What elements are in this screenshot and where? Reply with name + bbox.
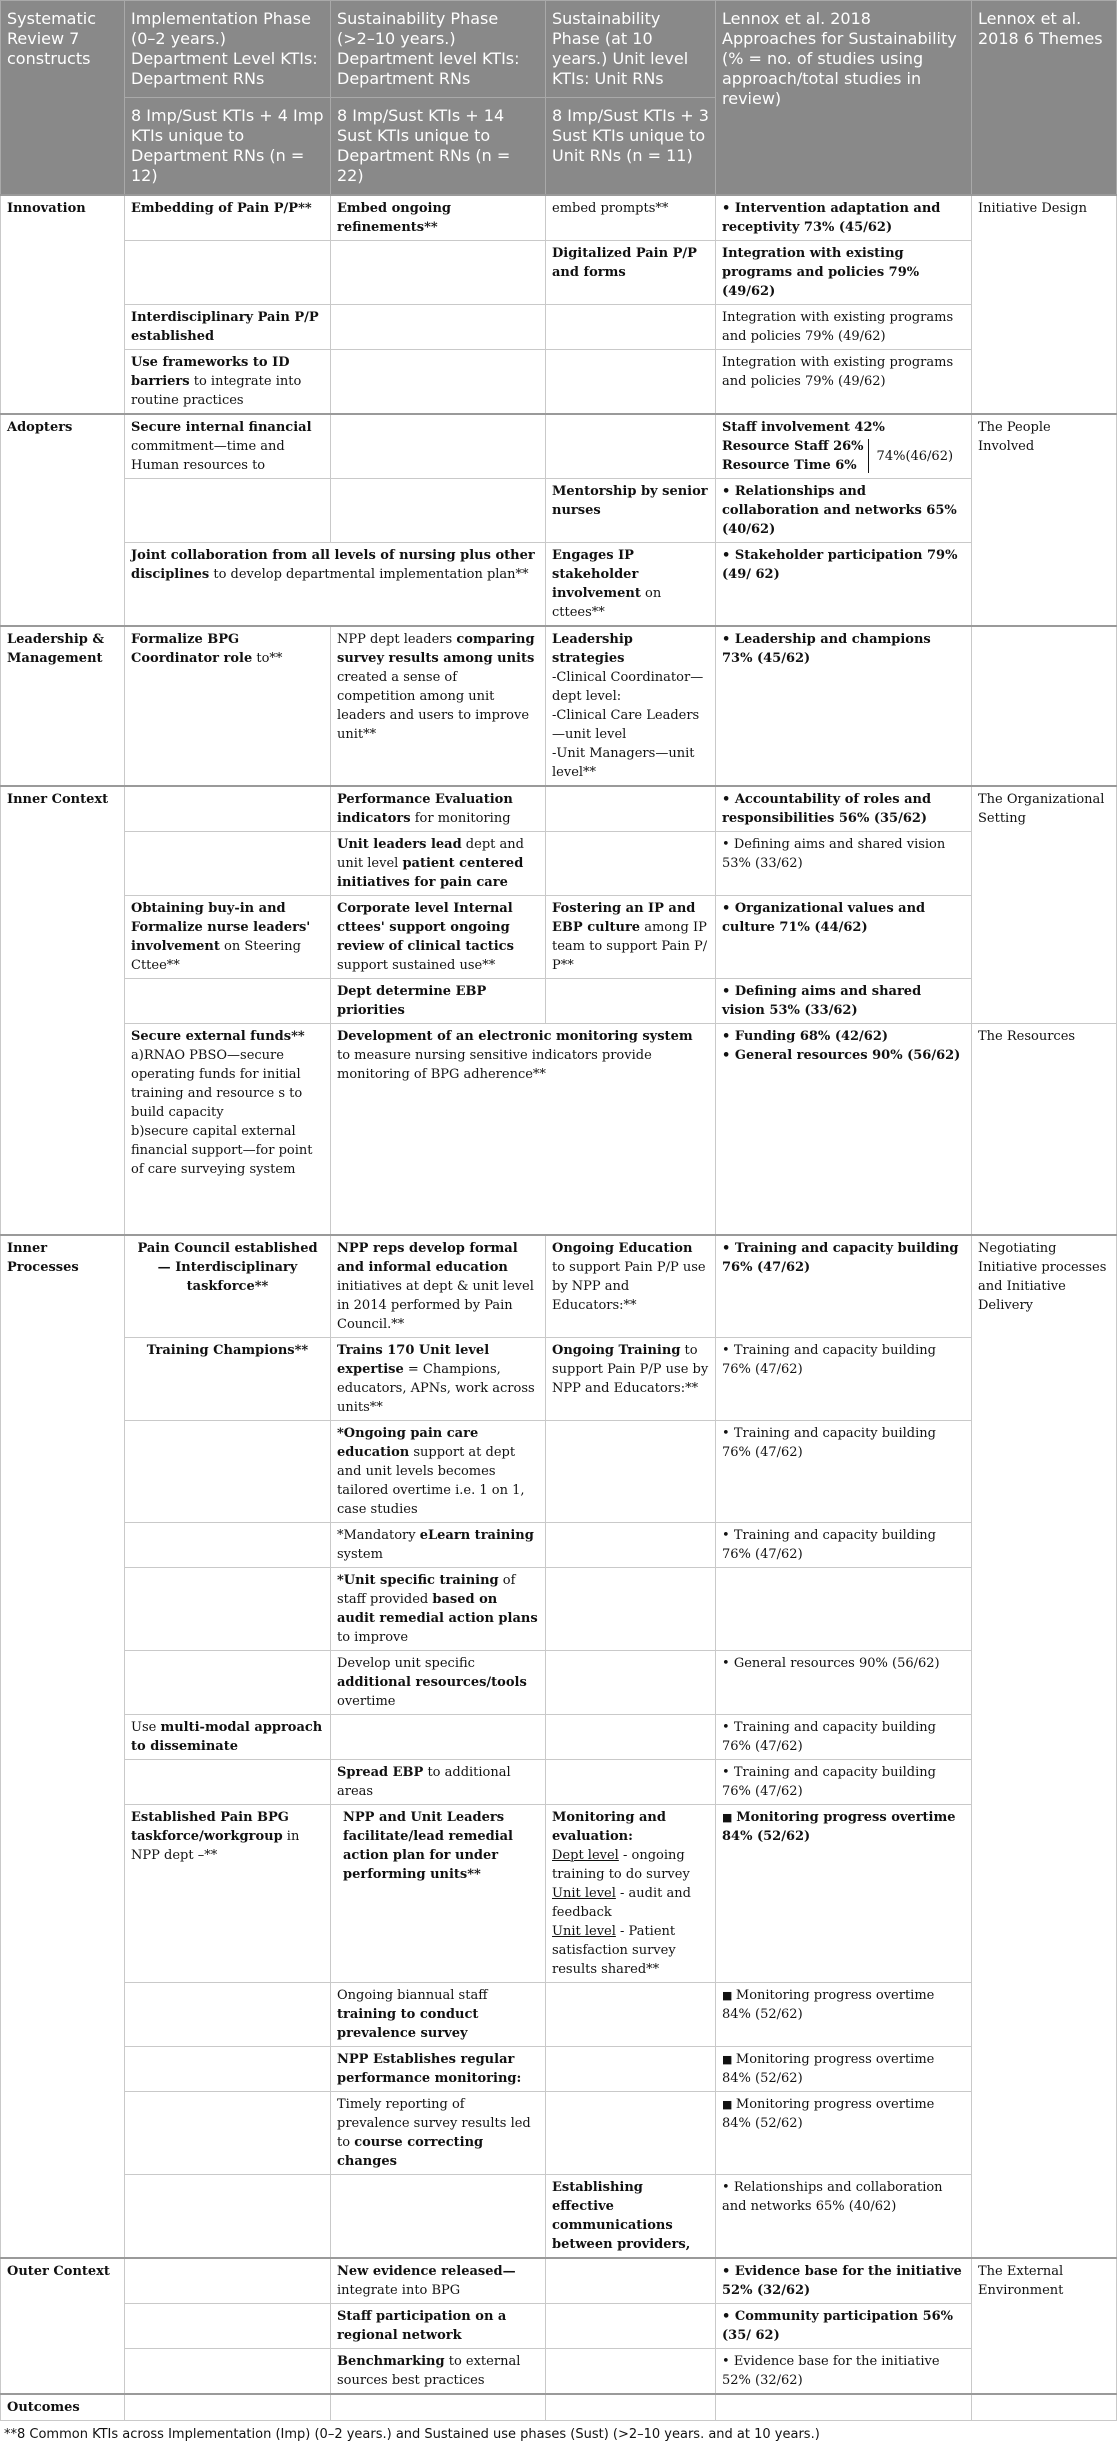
cell-lennox: ■ Monitoring progress overtime 84% (52/62) [716,1982,972,2046]
table-row [1,2303,1117,2348]
text: to integrate into routine practices [131,374,302,408]
cell-lennox: • Accountability of roles and responsibilities 56% (35/62) [716,786,972,832]
text: overtime [337,1693,396,1709]
text: in NPP dept –** [131,1828,300,1863]
cell-lennox: • Defining aims and shared vision 53% (33/62) [716,979,972,1024]
cell-sust-dept [331,2348,546,2394]
table-row [1,414,1117,479]
cell-sust-dept [331,896,546,979]
table-row [1,1235,1117,1338]
text-bold: patient centered initiatives for pain care [337,856,524,890]
text: system [337,1546,383,1562]
table-row [1,1804,1117,1982]
table-row [1,1982,1117,2046]
list-item: • Funding 68% (42/62) [722,1027,965,1046]
text: support sustained use** [337,958,496,973]
table-row [1,896,1117,979]
subheader-sust-unit-count: 8 Imp/Sust KTIs + 3 Sust KTIs unique to Unit RNs (n = 11) [546,98,716,196]
table-row [1,2046,1117,2091]
level-label: Dept level [552,1847,619,1863]
cell-sust-dept: NPP and Unit Leaders facilitate/lead remedial action plan for under performing units** [331,1804,546,1982]
text: to measure nursing sensitive indicators provide monitoring of BPG adherence** [337,1048,652,1082]
table-row [1,241,1117,305]
cell-sust-unit [546,543,716,627]
header-lennox-approaches: Lennox et al. 2018 Approaches for Sustainability (% = no. of studies using approach/total studies in review) [716,1,972,196]
cell-sust-dept [331,1982,546,2046]
cell-sust-dept [331,832,546,896]
table-body [1,195,1117,2420]
cell-sust-dept [331,1337,546,1420]
text-bold: multi-modal approach to disseminate [131,1719,323,1754]
table-row [1,1337,1117,1420]
cell-sust-unit [546,1650,716,1714]
cell-impl [125,786,331,832]
text: dept and unit level [337,837,524,871]
cell-sust-unit: Establishing effective communications between providers, [546,2174,716,2258]
text-bold: Trains 170 Unit level expertise [337,1342,490,1377]
table-row [1,786,1117,832]
cell-lennox: • Organizational values and culture 71% (44/62) [716,896,972,979]
cell-impl: Training Champions** [125,1337,331,1420]
table-row [1,1714,1117,1759]
cell-impl [125,1714,331,1759]
cell-lennox: • Evidence base for the initiative 52% (32/62) [716,2258,972,2304]
header-sustainability-unit: Sustainability Phase (at 10 years.) Unit level KTIs: Unit RNs [546,1,716,98]
cell-impl [125,2091,331,2174]
resource-time: Resource Time 6% [722,458,857,473]
text-bold: Fostering an IP and EBP culture [552,901,696,935]
construct-outcomes: Outcomes [1,2394,125,2421]
cell-impl [125,896,331,979]
theme-organizational-setting: The Organizational Setting [972,786,1117,1024]
list-item [552,1884,709,1922]
construct-innovation: Innovation [1,195,125,414]
cell-impl [125,350,331,415]
cell-lennox: • Training and capacity building 76% (47/62) [716,1714,972,1759]
cell-sust-dept [331,305,546,350]
cell-lennox: Integration with existing programs and policies 79% (49/62) [716,305,972,350]
text-bold: Engages IP stakeholder involvement [552,548,641,601]
text: NPP dept leaders [337,632,457,647]
text: to support Pain P/P use by NPP and Educators:** [552,1342,709,1396]
text-bold: training to conduct prevalence survey [337,2006,479,2041]
text-bold: Obtaining buy-in and Formalize nurse leaders' involvement [131,901,311,954]
cell-lennox [716,1567,972,1650]
subheader-impl-count: 8 Imp/Sust KTIs + 4 Imp KTIs unique to Department RNs (n = 12) [125,98,331,196]
text-bold: Ongoing Training [552,1342,681,1358]
cell-impl: Interdisciplinary Pain P/P established [125,305,331,350]
cell-impl [125,626,331,786]
header-sustainability-dept: Sustainability Phase (>2–10 years.) Department level KTIs: Department RNs [331,1,546,98]
text: among IP team to support Pain P/ P** [552,920,708,973]
text: Develop unit specific [337,1655,475,1671]
cell-sust-unit: embed prompts** [546,195,716,241]
cell-lennox [716,414,972,479]
list-item: • General resources 90% (56/62) [722,1046,965,1065]
text: commitment—time and Human resources to [131,439,285,473]
text-bold: Corporate level Internal cttees' support ongoing review of clinical tactics [337,901,514,954]
leadership-strategies-title: Leadership strategies [552,632,633,666]
text: created a sense of competition among unit leaders and users to improve unit** [337,670,530,742]
cell-sust-dept [331,1522,546,1567]
cell-lennox: • Training and capacity building 76% (47/62) [716,1337,972,1420]
text-bold: eLearn training [419,1527,534,1543]
cell-sust-dept [331,626,546,786]
cell-sust-unit: Digitalized Pain P/P and forms [546,241,716,305]
list-item: -Clinical Care Leaders—unit level [552,708,700,742]
list-item [552,1922,709,1979]
table-row [1,2258,1117,2304]
subheader-sust-dept-count: 8 Imp/Sust KTIs + 14 Sust KTIs unique to Department RNs (n = 22) [331,98,546,196]
cell-impl: Pain Council established— Interdisciplinary taskforce** [125,1235,331,1338]
text: - Patient satisfaction survey results shared** [552,1923,676,1977]
resource-group [722,437,965,475]
cell-lennox: • Relationships and collaboration and networks 65% (40/62) [716,479,972,543]
text-bold: *Ongoing pain care education [337,1425,479,1460]
cell-sust-dept [331,1714,546,1759]
table-row [1,305,1117,350]
cell-sust-dept [331,2394,546,2421]
cell-lennox: ■ Monitoring progress overtime 84% (52/62) [716,1804,972,1982]
cell-sust-unit [546,979,716,1024]
cell-sust-dept [331,479,546,543]
cell-sust-dept [331,241,546,305]
cell-impl [125,1567,331,1650]
cell-impl [125,2258,331,2304]
cell-sust-dept: Dept determine EBP priorities [331,979,546,1024]
cell-lennox: • Defining aims and shared vision 53% (33/62) [716,832,972,896]
text: of staff provided [337,1572,516,1607]
header-systematic-review: Systematic Review 7 constructs [1,1,125,196]
theme-negotiating-initiative: Negotiating Initiative processes and Initiative Delivery [972,1235,1117,2258]
cell-impl [125,479,331,543]
table-row [1,832,1117,896]
list-item [552,1846,709,1884]
cell-sust-unit [546,786,716,832]
cell-lennox: ■ Monitoring progress overtime 84% (52/62) [716,2046,972,2091]
text-bold: Use frameworks to ID barriers [131,355,290,389]
cell-lennox: • Community participation 56% (35/ 62) [716,2303,972,2348]
list-item: b)secure capital external financial support—for point of care surveying system [131,1124,313,1177]
text-bold: Development of an electronic monitoring system [337,1029,693,1044]
table-row [1,1567,1117,1650]
construct-inner-processes: Inner Processes [1,1235,125,2258]
text-bold: Formalize BPG Coordinator role [131,632,253,666]
cell-impl [125,832,331,896]
cell-theme [972,626,1117,786]
text: support at dept and unit levels becomes tailored overtime i.e. 1 on 1, case studies [337,1444,525,1517]
cell-lennox: • Intervention adaptation and receptivity 73% (45/62) [716,195,972,241]
cell-sust-unit [546,626,716,786]
cell-sust-dept: Embed ongoing refinements** [331,195,546,241]
cell-lennox: • Evidence base for the initiative 52% (32/62) [716,2348,972,2394]
cell-sust-dept [331,1567,546,1650]
cell-sust-unit [546,1337,716,1420]
construct-adopters: Adopters [1,414,125,626]
text: = Champions, educators, APNs, work across units** [337,1361,535,1415]
cell-lennox: • Training and capacity building 76% (47/62) [716,1420,972,1522]
cell-sust-unit [546,832,716,896]
table-row [1,2348,1117,2394]
cell-lennox: • Leadership and champions 73% (45/62) [716,626,972,786]
cell-sust-unit [546,305,716,350]
cell-sust-dept [331,2174,546,2258]
table-footnote: **8 Common KTIs across Implementation (Imp) (0–2 years.) and Sustained use phases (Sust) (>2–10 years. and at 10 years.) [4,2426,820,2442]
text: Timely reporting of prevalence survey results led to [337,2096,531,2150]
cell-lennox: • Training and capacity building 76% (47/62) [716,1759,972,1804]
cell-lennox: ■ Monitoring progress overtime 84% (52/62) [716,2091,972,2174]
text-bold: based on audit remedial action plans [337,1591,538,1626]
cell-impl: Embedding of Pain P/P** [125,195,331,241]
cell-sust-unit [546,1759,716,1804]
text: Ongoing biannual staff [337,1987,488,2003]
cell-sust-dept [331,2258,546,2304]
cell-sust-unit [546,1982,716,2046]
text-bold: NPP reps develop formal and informal education [337,1240,518,1275]
table-row [1,2174,1117,2258]
text-bold: Established Pain BPG taskforce/workgroup [131,1809,289,1844]
cell-impl [125,2303,331,2348]
table-row [1,1024,1117,1235]
cell-lennox: • Training and capacity building 76% (47/62) [716,1235,972,1338]
text-bold: Secure external funds** [131,1029,305,1044]
table-row [1,350,1117,415]
cell-sust-unit [546,414,716,479]
cell-impl [125,979,331,1024]
text: to develop departmental implementation plan** [209,567,529,582]
cell-impl [125,2394,331,2421]
cell-impl [125,1522,331,1567]
text: on Steering Cttee** [131,939,301,973]
resource-list [722,437,864,475]
text: to** [252,651,283,666]
cell-sust-unit: Mentorship by senior nurses [546,479,716,543]
table-row [1,195,1117,241]
text: on cttees** [552,586,662,620]
cell-sust-dept [331,350,546,415]
text-bold: New evidence released— [337,2263,516,2279]
table-row [1,543,1117,627]
resource-combined: 74%(46/62) [876,448,954,464]
cell-lennox [716,1024,972,1235]
text: for monitoring [410,811,511,826]
header-lennox-themes: Lennox et al. 2018 6 Themes [972,1,1117,196]
cell-sust-unit [546,2091,716,2174]
table-row [1,1420,1117,1522]
table-row [1,626,1117,786]
cell-sust-dept [331,1420,546,1522]
cell-sust-dept: Staff participation on a regional network [331,2303,546,2348]
cell-sust-dept [331,1759,546,1804]
text: to support Pain P/P use by NPP and Educators:** [552,1259,706,1313]
level-label: Unit level [552,1885,616,1901]
cell-lennox: • Relationships and collaboration and networks 65% (40/62) [716,2174,972,2258]
cell-sust-dept [331,1650,546,1714]
cell-impl [125,1420,331,1522]
brace-icon [868,439,869,473]
cell-impl [125,2174,331,2258]
cell-sust-unit [546,2258,716,2304]
cell-sust-unit [546,1567,716,1650]
table-row [1,979,1117,1024]
cell-sust-dept [331,1235,546,1338]
cell-sust-unit [546,2394,716,2421]
list-item: a)RNAO PBSO—secure operating funds for initial training and resource s to build capacity [131,1048,303,1120]
cell-lennox [716,2394,972,2421]
table-row [1,2091,1117,2174]
cell-sust-unit [546,2303,716,2348]
cell-impl [125,1024,331,1235]
theme-initiative-design: Initiative Design [972,195,1117,414]
cell-impl [125,1759,331,1804]
text-bold: Ongoing Education [552,1240,693,1256]
table-row [1,1522,1117,1567]
cell-lennox: • Stakeholder participation 79% (49/ 62) [716,543,972,627]
level-label: Unit level [552,1923,616,1939]
cell-sust-unit [546,2348,716,2394]
cell-sust-dept [331,414,546,479]
theme-resources: The Resources [972,1024,1117,1235]
cell-lennox: • General resources 90% (56/62) [716,1650,972,1714]
text-bold: Benchmarking [337,2353,445,2369]
text: integrate into BPG [337,2282,461,2298]
text-bold: *Unit specific training [337,1572,499,1588]
cell-impl [125,1804,331,1982]
text: to improve [337,1629,409,1645]
cell-impl [125,2046,331,2091]
cell-sust-unit [546,1420,716,1522]
table-row [1,1759,1117,1804]
text: *Mandatory [337,1527,420,1543]
list-item: -Clinical Coordinator—dept level: [552,670,704,704]
text-bold: Performance Evaluation indicators [337,792,513,826]
text-bold: Joint collaboration from all levels of nursing plus other disciplines [131,548,535,582]
cell-impl [125,2348,331,2394]
text: to additional areas [337,1764,511,1799]
header-implementation-phase: Implementation Phase (0–2 years.) Department Level KTIs: Department RNs [125,1,331,98]
text-bold: course correcting changes [337,2134,484,2169]
cell-impl [125,414,331,479]
text-bold: Secure internal financial [131,420,312,435]
text: to external sources best practices [337,2353,521,2388]
text-bold: Unit leaders lead [337,837,462,852]
cell-sust-unit [546,1235,716,1338]
cell-sust-dept: NPP Establishes regular performance monitoring: [331,2046,546,2091]
resource-staff: Resource Staff 26% [722,439,864,454]
cell-sust-unit [546,2046,716,2091]
table-header [1,1,1117,196]
cell-sust-unit [546,1714,716,1759]
text-bold: Spread EBP [337,1764,424,1780]
text: initiatives at dept & unit level in 2014 performed by Pain Council.** [337,1278,534,1332]
construct-outer-context: Outer Context [1,2258,125,2394]
list-item: -Unit Managers—unit level** [552,746,695,780]
staff-involvement: Staff involvement 42% [722,420,885,435]
header-row [1,1,1117,98]
cell-lennox: Integration with existing programs and policies 79% (49/62) [716,241,972,305]
construct-inner-context: Inner Context [1,786,125,1235]
cell-sust-dept [331,2091,546,2174]
construct-leadership: Leadership & Management [1,626,125,786]
cell-sust-unit [546,350,716,415]
text: - audit and feedback [552,1885,691,1920]
cell-impl-sust-dept [125,543,546,627]
table-row [1,1650,1117,1714]
theme-external-environment: The External Environment [972,2258,1117,2394]
table-row [1,2394,1117,2421]
cell-impl [125,241,331,305]
cell-sust-unit [546,896,716,979]
cell-theme [972,2394,1117,2421]
cell-sust-unit [546,1522,716,1567]
text: - ongoing training to do survey [552,1847,690,1882]
cell-impl [125,1650,331,1714]
cell-sust-dept-unit [331,1024,716,1235]
text-bold: comparing survey results among units [337,632,535,666]
text: Use [131,1719,161,1735]
monitoring-title: Monitoring and evaluation: [552,1809,666,1844]
text-bold: additional resources/tools [337,1674,527,1690]
theme-people-involved: The People Involved [972,414,1117,626]
cell-impl [125,1982,331,2046]
cell-lennox: Integration with existing programs and policies 79% (49/62) [716,350,972,415]
cell-lennox: • Training and capacity building 76% (47/62) [716,1522,972,1567]
cell-sust-dept [331,786,546,832]
table-row [1,479,1117,543]
cell-sust-unit [546,1804,716,1982]
